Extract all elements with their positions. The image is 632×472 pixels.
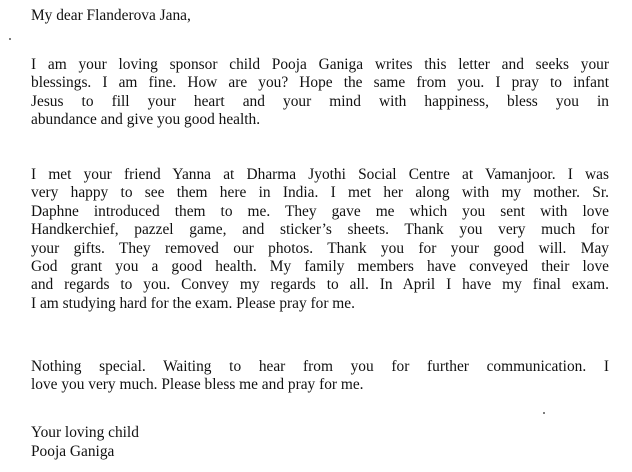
scan-speck	[543, 412, 545, 414]
closing-phrase: Your loving child	[31, 424, 139, 441]
text-line: abundance and give you good health.	[31, 111, 261, 129]
text-line: I am your loving sponsor child Pooja Ganiga writes this letter and seeks your	[31, 56, 609, 73]
text-line: Nothing special. Waiting to hear from you for further communication. I	[31, 358, 609, 375]
text-line: your gifts. They removed our photos. Thank you for your good will. May	[31, 239, 609, 257]
salutation: My dear Flanderova Jana,	[31, 7, 191, 24]
text-line: Daphne introduced them to me. They gave me which you sent with love	[31, 202, 609, 220]
text-line: Handkerchief, pazzel game, and sticker’s sheets. Thank you very much for	[31, 221, 609, 239]
paragraph-closing-note	[31, 358, 609, 395]
text-line: and regards to you. Convey my regards to all. In April I have my final exam.	[31, 276, 609, 294]
text-line: very happy to see them here in India. I met her along with my mother. Sr.	[31, 184, 609, 202]
paragraph-visit	[31, 166, 609, 313]
scan-speck	[9, 38, 11, 40]
paragraph-greeting	[31, 56, 609, 130]
text-line: God grant you a good health. My family members have conveyed their love	[31, 258, 609, 276]
text-line: Jesus to fill your heart and your mind with happiness, bless you in	[31, 92, 609, 110]
text-line: blessings. I am fine. How are you? Hope the same from you. I pray to infant	[31, 74, 609, 92]
text-line: love you very much. Please bless me and pray for me.	[31, 376, 364, 394]
text-line: I am studying hard for the exam. Please pray for me.	[31, 294, 355, 312]
text-line: I met your friend Yanna at Dharma Jyothi Social Centre at Vamanjoor. I was	[31, 166, 609, 183]
signature-name: Pooja Ganiga	[31, 443, 115, 460]
